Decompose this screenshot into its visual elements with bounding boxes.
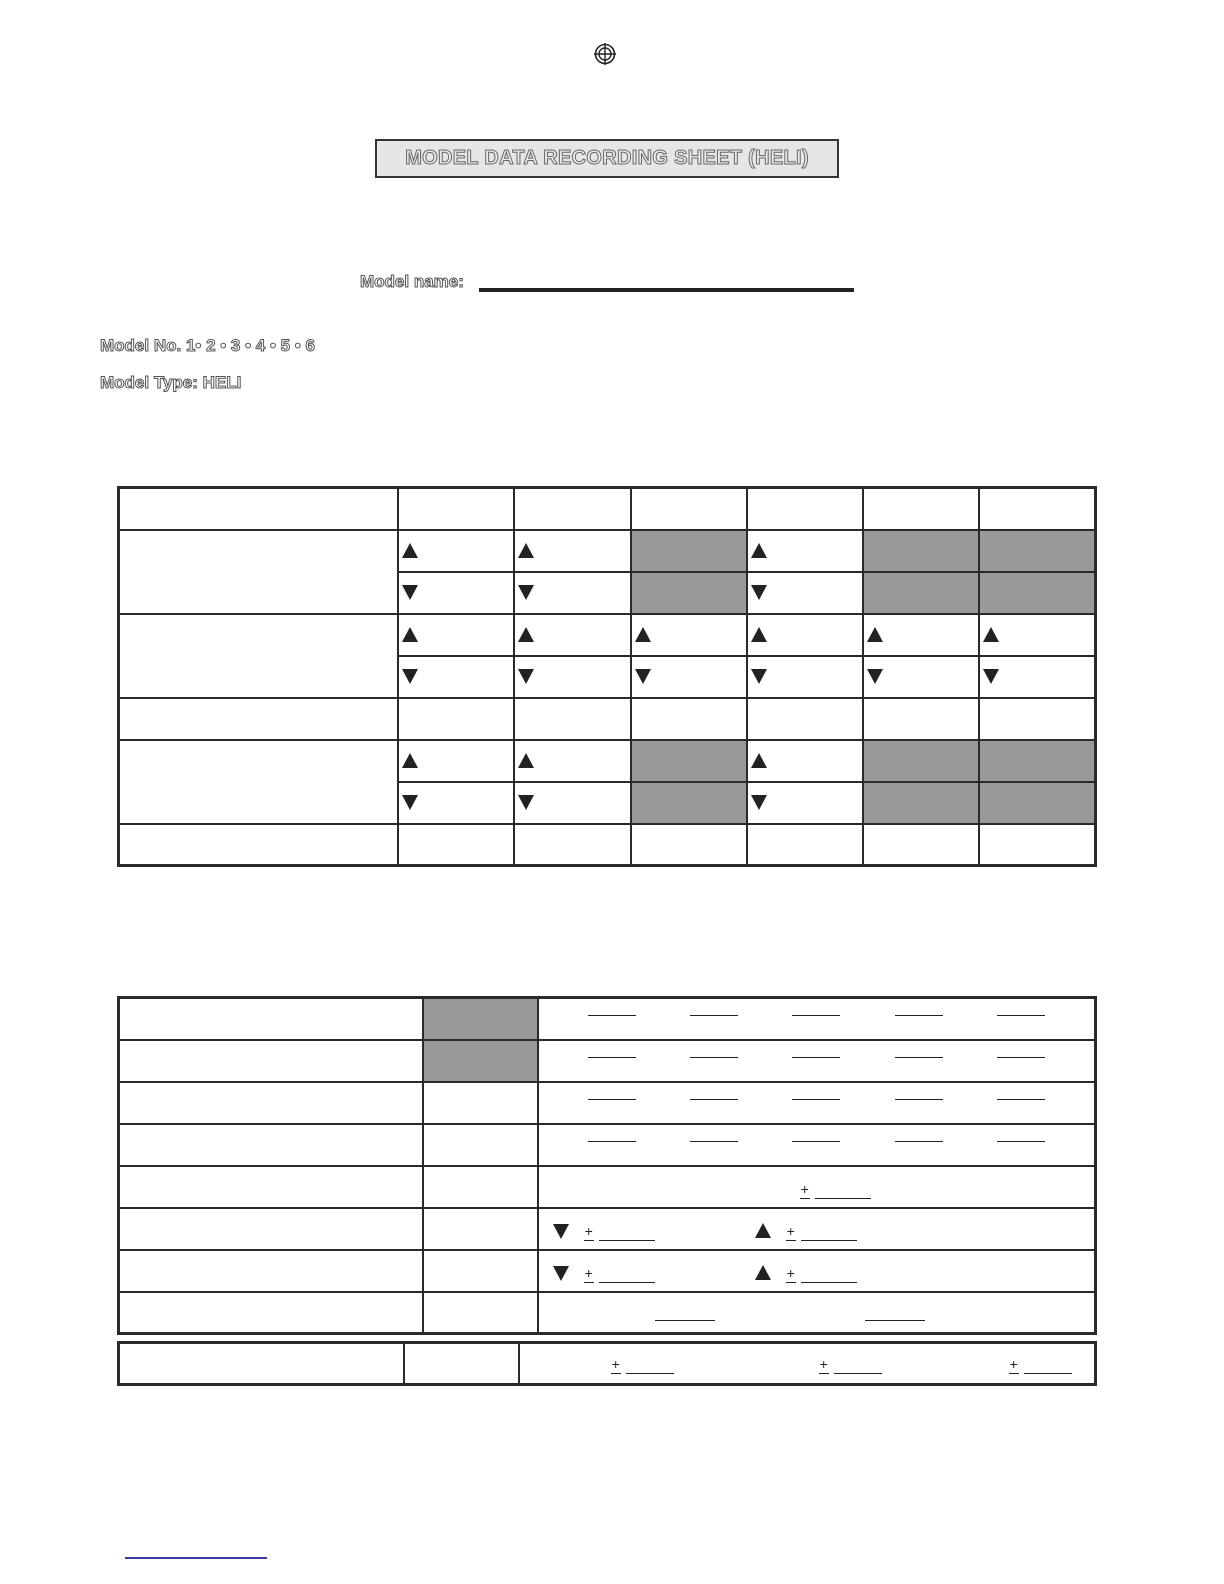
header-cell[interactable] [631, 488, 747, 530]
triangle-down-icon [867, 669, 883, 684]
offset-cell[interactable] [538, 1166, 1096, 1208]
shaded-cell [423, 1040, 537, 1082]
entry-cell[interactable] [979, 656, 1095, 698]
entry-cell[interactable] [747, 530, 863, 572]
triangle-up-icon [518, 753, 534, 768]
triangle-down-icon [553, 1266, 569, 1281]
entry-cell[interactable] [398, 698, 514, 740]
blank-line[interactable] [690, 1140, 738, 1142]
entry-cell[interactable] [747, 740, 863, 782]
triangle-up-icon [751, 543, 767, 558]
row-label-cell[interactable] [119, 488, 399, 530]
blank-line[interactable] [792, 1098, 840, 1100]
entry-cell[interactable] [979, 824, 1095, 866]
triangle-up-icon [755, 1265, 771, 1280]
curve-points-cell[interactable] [538, 1082, 1096, 1124]
row-label-cell[interactable] [119, 1082, 424, 1124]
shaded-cell [863, 530, 979, 572]
blank-line[interactable] [997, 1014, 1045, 1016]
blank-line[interactable] [599, 1239, 655, 1241]
triangle-down-icon [751, 669, 767, 684]
table-row [119, 824, 1096, 866]
blank-line[interactable] [895, 1140, 943, 1142]
triangle-down-icon [751, 795, 767, 810]
entry-cell[interactable] [514, 614, 630, 656]
plus-minus-icon: + [611, 1356, 620, 1372]
triangle-down-icon [983, 669, 999, 684]
blank-line[interactable] [1024, 1372, 1072, 1374]
model-number-label: Model No. 1• 2 • 3 • 4 • 5 • 6 [100, 336, 315, 355]
offset-cell[interactable] [538, 1208, 1096, 1250]
entry-cell[interactable] [631, 824, 747, 866]
table-row [119, 998, 1096, 1040]
blank-line[interactable] [895, 1014, 943, 1016]
entry-cell[interactable] [979, 614, 1095, 656]
offset-cell[interactable] [538, 1250, 1096, 1292]
blank-line[interactable] [588, 1140, 636, 1142]
header-cell[interactable] [863, 488, 979, 530]
shaded-cell [863, 740, 979, 782]
curve-points-cell[interactable] [538, 998, 1096, 1040]
triangle-down-icon [751, 585, 767, 600]
blank-line[interactable] [690, 1098, 738, 1100]
blank-line[interactable] [895, 1056, 943, 1058]
curve-settings-table [117, 996, 1097, 1335]
blank-line[interactable] [997, 1098, 1045, 1100]
title-box [375, 139, 839, 178]
model-name-label: Model name: [360, 272, 464, 291]
channel-settings-table [117, 486, 1097, 867]
blank-line[interactable] [997, 1056, 1045, 1058]
entry-cell[interactable] [423, 1124, 537, 1166]
row-label-cell[interactable] [119, 1124, 424, 1166]
triangle-up-icon [983, 627, 999, 642]
entry-cell[interactable] [747, 782, 863, 824]
triangle-up-icon [867, 627, 883, 642]
row-label-cell[interactable] [119, 614, 399, 698]
shaded-cell [863, 572, 979, 614]
model-name-field[interactable] [479, 288, 854, 292]
table-row [119, 698, 1096, 740]
blank-line[interactable] [588, 1098, 636, 1100]
blank-line[interactable] [588, 1056, 636, 1058]
triangle-up-icon [402, 543, 418, 558]
blank-line[interactable] [801, 1281, 857, 1283]
shaded-cell [979, 782, 1095, 824]
table-row [119, 530, 1096, 572]
row-label-cell[interactable] [119, 1166, 424, 1208]
header-cell[interactable] [979, 488, 1095, 530]
triangle-down-icon [402, 795, 418, 810]
table-row [119, 1124, 1096, 1166]
entry-cell[interactable] [747, 824, 863, 866]
triangle-down-icon [402, 585, 418, 600]
row-label-cell[interactable] [119, 1208, 424, 1250]
entry-cell[interactable] [863, 614, 979, 656]
curve-points-cell[interactable] [538, 1124, 1096, 1166]
triangle-up-icon [402, 627, 418, 642]
blank-line[interactable] [895, 1098, 943, 1100]
table-row [119, 488, 1096, 530]
triangle-up-icon [755, 1223, 771, 1238]
row-label-cell[interactable] [119, 698, 399, 740]
plus-minus-icon: + [584, 1222, 593, 1239]
plus-minus-field[interactable] [1008, 1356, 1072, 1374]
shaded-cell [979, 572, 1095, 614]
entry-cell[interactable] [747, 572, 863, 614]
entry-cell[interactable] [398, 782, 514, 824]
blank-line[interactable] [599, 1281, 655, 1283]
entry-cell[interactable] [863, 824, 979, 866]
triangle-down-icon [518, 585, 534, 600]
blank-line[interactable] [834, 1372, 882, 1374]
triangle-down-icon [553, 1224, 569, 1239]
table-row [119, 1292, 1096, 1334]
shaded-cell [631, 782, 747, 824]
entry-cell[interactable] [514, 698, 630, 740]
plus-minus-field[interactable] [785, 1222, 857, 1241]
plus-minus-field[interactable] [583, 1222, 655, 1241]
table-row [119, 614, 1096, 656]
plus-minus-field[interactable] [610, 1356, 674, 1374]
shaded-cell [631, 530, 747, 572]
entry-cell[interactable] [398, 824, 514, 866]
table-row [119, 1040, 1096, 1082]
plus-minus-icon: + [786, 1222, 795, 1239]
entry-cell[interactable] [863, 698, 979, 740]
triangle-up-icon [751, 753, 767, 768]
triangle-up-icon [751, 627, 767, 642]
entry-cell[interactable] [979, 698, 1095, 740]
blank-line[interactable] [792, 1056, 840, 1058]
entry-cell[interactable] [863, 656, 979, 698]
triangle-up-icon [518, 543, 534, 558]
table-row [119, 1343, 1096, 1385]
offset-cell[interactable] [519, 1343, 1096, 1385]
entry-cell[interactable] [404, 1343, 518, 1385]
shaded-cell [863, 782, 979, 824]
entry-cell[interactable] [514, 824, 630, 866]
row-label-cell[interactable] [119, 530, 399, 614]
blank-line[interactable] [588, 1014, 636, 1016]
triangle-down-icon [635, 669, 651, 684]
plus-minus-field[interactable] [583, 1264, 655, 1283]
table-row [119, 1082, 1096, 1124]
triangle-down-icon [402, 669, 418, 684]
entry-cell[interactable] [747, 656, 863, 698]
row-label-cell[interactable] [119, 824, 399, 866]
plus-minus-icon: + [786, 1264, 795, 1281]
plus-minus-icon: + [800, 1180, 809, 1197]
triangle-up-icon [402, 753, 418, 768]
plus-minus-icon: + [1009, 1356, 1018, 1372]
plus-minus-icon: + [819, 1356, 828, 1372]
triangle-up-icon [518, 627, 534, 642]
entry-cell[interactable] [398, 740, 514, 782]
registration-crosshair-icon [594, 43, 616, 65]
triangle-up-icon [635, 627, 651, 642]
shaded-cell [631, 740, 747, 782]
header-cell[interactable] [514, 488, 630, 530]
table-row [119, 1208, 1096, 1250]
plus-minus-field[interactable] [785, 1264, 857, 1283]
table-row [119, 1250, 1096, 1292]
blank-line[interactable] [865, 1319, 925, 1321]
entry-cell[interactable] [747, 614, 863, 656]
shaded-cell [631, 572, 747, 614]
entry-cell[interactable] [398, 530, 514, 572]
row-label-cell[interactable] [119, 1040, 424, 1082]
blank-line[interactable] [690, 1056, 738, 1058]
blank-line[interactable] [626, 1372, 674, 1374]
table-row [119, 740, 1096, 782]
curve-points-cell[interactable] [538, 1040, 1096, 1082]
blank-line[interactable] [655, 1319, 715, 1321]
plus-minus-field[interactable] [799, 1180, 871, 1199]
entry-cell[interactable] [514, 740, 630, 782]
plus-minus-icon: + [584, 1264, 593, 1281]
header-cell[interactable] [747, 488, 863, 530]
footer-underline-link[interactable] [125, 1557, 267, 1559]
row-label-cell[interactable] [119, 740, 399, 824]
plus-minus-field[interactable] [818, 1356, 882, 1374]
table-row [119, 1166, 1096, 1208]
blank-line[interactable] [801, 1239, 857, 1241]
shaded-cell [423, 998, 537, 1040]
blank-line[interactable] [997, 1140, 1045, 1142]
entry-cell[interactable] [398, 656, 514, 698]
value-pair-cell[interactable] [538, 1292, 1096, 1334]
page-title: MODEL DATA RECORDING SHEET (HELI) [405, 147, 809, 169]
blank-line[interactable] [815, 1197, 871, 1199]
blank-line[interactable] [792, 1140, 840, 1142]
entry-cell[interactable] [398, 614, 514, 656]
entry-cell[interactable] [514, 656, 630, 698]
shaded-cell [979, 740, 1095, 782]
row-label-cell[interactable] [119, 1343, 405, 1385]
entry-cell[interactable] [631, 614, 747, 656]
entry-cell[interactable] [514, 572, 630, 614]
shaded-cell [979, 530, 1095, 572]
entry-cell[interactable] [398, 572, 514, 614]
entry-cell[interactable] [423, 1166, 537, 1208]
trim-settings-table [117, 1341, 1097, 1386]
row-label-cell[interactable] [119, 1250, 424, 1292]
entry-cell[interactable] [514, 782, 630, 824]
entry-cell[interactable] [423, 1250, 537, 1292]
triangle-down-icon [518, 795, 534, 810]
entry-cell[interactable] [423, 1208, 537, 1250]
row-label-cell[interactable] [119, 1292, 424, 1334]
entry-cell[interactable] [423, 1292, 537, 1334]
row-label-cell[interactable] [119, 998, 424, 1040]
entry-cell[interactable] [747, 698, 863, 740]
entry-cell[interactable] [631, 698, 747, 740]
entry-cell[interactable] [423, 1082, 537, 1124]
entry-cell[interactable] [514, 530, 630, 572]
entry-cell[interactable] [631, 656, 747, 698]
header-cell[interactable] [398, 488, 514, 530]
triangle-down-icon [518, 669, 534, 684]
blank-line[interactable] [792, 1014, 840, 1016]
blank-line[interactable] [690, 1014, 738, 1016]
model-type-label: Model Type: HELI [100, 373, 242, 392]
